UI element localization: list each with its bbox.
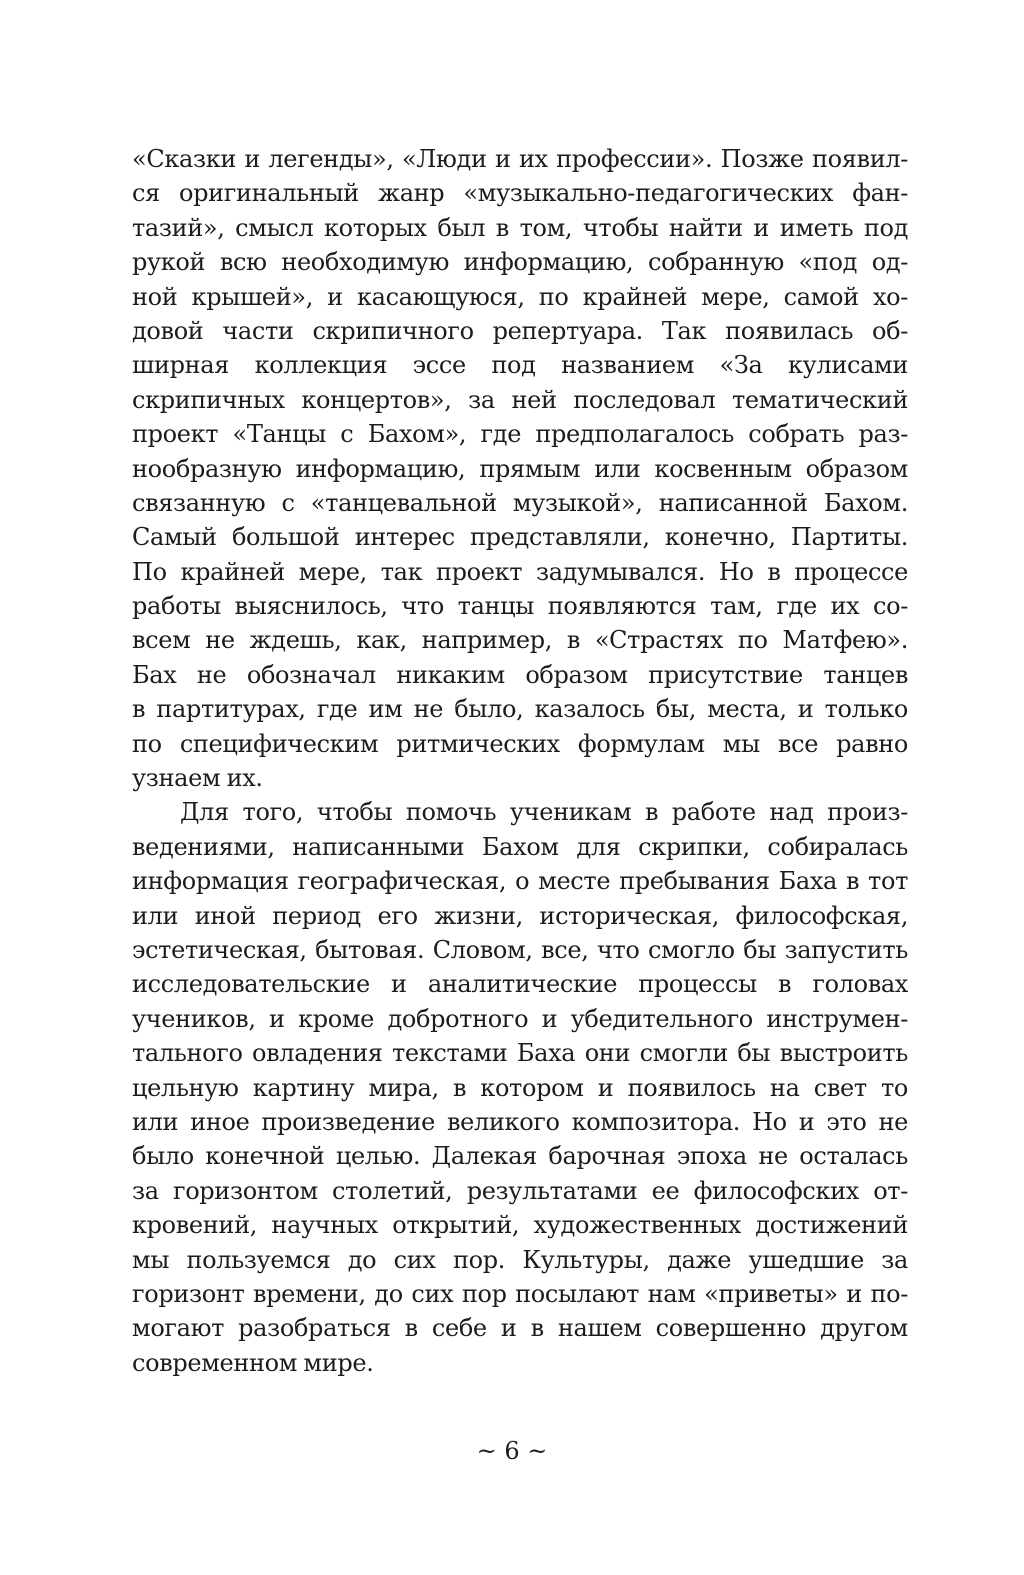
text-line: цельную картину мира, в котором и появилось на свет то — [132, 1073, 908, 1102]
text-line: могают разобраться в себе и в нашем совершенно другом — [132, 1314, 908, 1343]
text-line: Самый большой интерес представляли, конечно, Партиты. — [132, 523, 908, 552]
text-line: проект «Танцы с Бахом», где предполагалось собрать раз- — [132, 420, 908, 449]
paragraph-2 — [132, 795, 908, 1380]
text-line: учеников, и кроме добротного и убедительного инструмен- — [132, 1004, 908, 1033]
text-line: довой части скрипичного репертуара. Так появилась об- — [132, 316, 908, 345]
text-line: в партитурах, где им не было, казалось бы, места, и только — [132, 695, 908, 724]
text-line: Для того, чтобы помочь ученикам в работе над произ- — [180, 798, 908, 827]
text-line: кровений, научных открытий, художественных достижений — [132, 1211, 908, 1240]
text-line: связанную с «танцевальной музыкой», написанной Бахом. — [132, 488, 908, 517]
text-line: по специфическим ритмических формулам мы все равно — [132, 729, 908, 758]
text-line: было конечной целью. Далекая барочная эпоха не осталась — [132, 1142, 908, 1171]
text-line: тального овладения текстами Баха они смогли бы выстроить — [132, 1039, 908, 1068]
text-line: ведениями, написанными Бахом для скрипки, собиралась — [132, 832, 908, 861]
text-line: эстетическая, бытовая. Словом, все, что смогло бы запустить — [132, 935, 908, 964]
text-line: исследовательские и аналитические процессы в головах — [132, 970, 908, 999]
text-line: за горизонтом столетий, результатами ее философских от- — [132, 1176, 908, 1205]
text-line: Бах не обозначал никаким образом присутствие танцев — [132, 660, 908, 689]
text-line: узнаем их. — [132, 764, 263, 793]
text-line: скрипичных концертов», за ней последовал тематический — [132, 385, 908, 414]
paragraph-1 — [132, 142, 908, 795]
text-line: всем не ждешь, как, например, в «Страстях по Матфею». — [132, 626, 908, 655]
text-line: ширная коллекция эссе под названием «За кулисами — [132, 351, 908, 380]
text-line: или иной период его жизни, историческая, философская, — [132, 901, 908, 930]
text-line: нообразную информацию, прямым или косвенным образом — [132, 454, 908, 483]
body-text — [132, 142, 908, 1380]
text-line: или иное произведение великого композитора. Но и это не — [132, 1107, 908, 1136]
text-line: ся оригинальный жанр «музыкально-педагогических фан- — [132, 179, 908, 208]
text-line: «Сказки и легенды», «Люди и их профессии». Позже появил- — [132, 145, 908, 173]
text-line: мы пользуемся до сих пор. Культуры, даже ушедшие за — [132, 1245, 908, 1274]
page-number: ~ 6 ~ — [476, 1437, 548, 1465]
text-line: По крайней мере, так проект задумывался. Но в процессе — [132, 557, 908, 586]
text-line: тазий», смысл которых был в том, чтобы найти и иметь под — [132, 213, 908, 242]
text-line: информация географическая, о месте пребывания Баха в тот — [132, 867, 908, 896]
text-line: современном мире. — [132, 1348, 374, 1377]
text-line: работы выяснилось, что танцы появляются там, где их со- — [132, 592, 908, 621]
text-line: ной крышей», и касающуюся, по крайней мере, самой хо- — [132, 282, 908, 311]
text-line: рукой всю необходимую информацию, собранную «под од- — [132, 248, 908, 277]
text-line: горизонт времени, до сих пор посылают нам «приветы» и по- — [132, 1279, 908, 1308]
